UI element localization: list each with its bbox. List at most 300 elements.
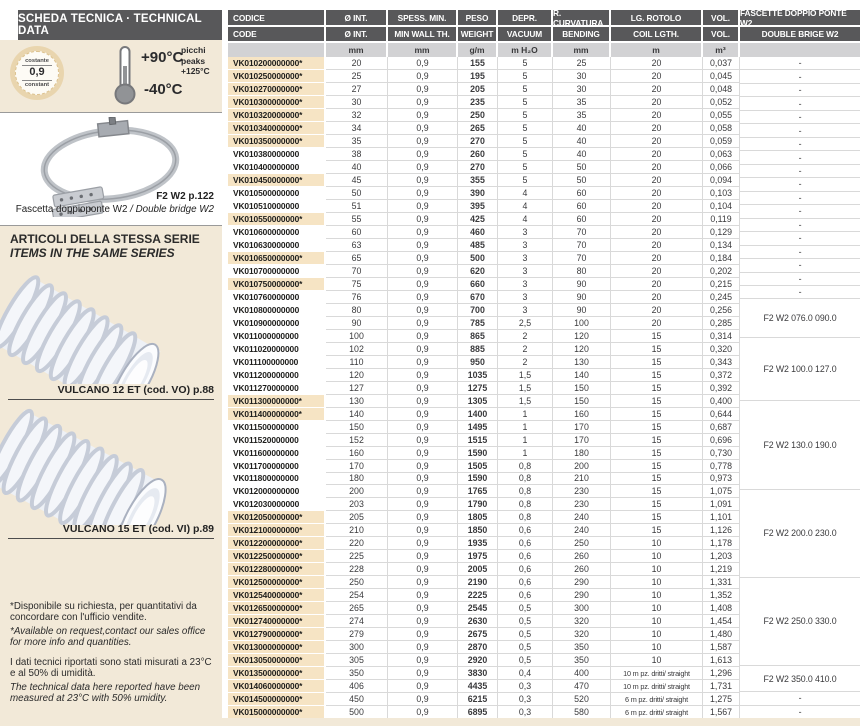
data-cell: 205 [326,511,388,524]
data-cell: 0,129 [703,226,740,239]
footnote-it: *Disponibile su richiesta, per quantitativi da concordare con l'ufficio vendite. [10,600,197,624]
data-cell: 350 [326,667,388,680]
data-cell: 3830 [458,667,498,680]
data-cell: 15 [611,330,703,343]
data-cell: 1,613 [703,654,740,667]
data-cell: 305 [326,654,388,667]
data-cell: 63 [326,239,388,252]
data-cell: 160 [326,447,388,460]
data-cell: 1935 [458,537,498,550]
data-cell: 3 [498,291,553,304]
divider [8,399,214,400]
data-cell: 1,331 [703,576,740,589]
data-cell: 355 [458,174,498,187]
fascette-cell: - [740,692,860,705]
header-cell: BENDING [553,27,611,41]
data-cell: 15 [611,369,703,382]
data-cell: 620 [458,265,498,278]
code-cell: VK011270000000 [228,382,326,395]
data-cell: 40 [326,161,388,174]
data-cell: 1505 [458,460,498,473]
data-cell: 20 [611,83,703,96]
data-cell: 0,9 [388,265,458,278]
fascette-cell: F2 W2 250.0 330.0 [740,578,860,666]
data-cell: 20 [611,239,703,252]
data-cell: 3 [498,239,553,252]
data-cell: 6 m pz. dritti/ straight [611,706,703,719]
data-cell: 1590 [458,473,498,486]
data-cell: 1,567 [703,706,740,719]
data-cell: 0,5 [498,615,553,628]
table-row [228,200,740,213]
data-cell: 1,480 [703,628,740,641]
data-cell: 150 [553,395,611,408]
data-cell: 6895 [458,706,498,719]
data-cell: 265 [326,602,388,615]
data-cell: 0,9 [388,511,458,524]
data-cell: 0,9 [388,524,458,537]
data-cell: 2 [498,356,553,369]
data-cell: 0,314 [703,330,740,343]
data-cell: 200 [326,485,388,498]
data-cell: 1,075 [703,485,740,498]
fascette-cell: - [740,286,860,299]
table-row [228,524,740,537]
data-cell: 120 [326,369,388,382]
data-cell: 0,202 [703,265,740,278]
table-row [228,109,740,122]
data-cell: 0,9 [388,96,458,109]
data-cell: 70 [326,265,388,278]
data-cell: 4 [498,200,553,213]
data-cell: 15 [611,485,703,498]
table-row [228,667,740,680]
data-cell: 0,055 [703,109,740,122]
temperature-section [0,40,222,112]
data-cell: 30 [553,83,611,96]
series-item-caption: VULCANO 12 ET (cod. VO) p.88 [57,383,214,396]
data-cell: 1,275 [703,693,740,706]
data-cell: 170 [553,434,611,447]
code-cell: VK010350000000* [228,135,326,148]
data-cell: 0,9 [388,70,458,83]
data-cell: 0,372 [703,369,740,382]
data-cell: 130 [553,356,611,369]
fascette-cell: F2 W2 130.0 190.0 [740,401,860,489]
data-cell: 15 [611,434,703,447]
data-cell: 0,215 [703,278,740,291]
table-row [228,278,740,291]
fascette-cell: - [740,219,860,232]
data-cell: 15 [611,421,703,434]
data-cell: 1,731 [703,680,740,693]
data-cell: 1 [498,421,553,434]
header-cell: Ø INT. [326,10,388,25]
table-row [228,83,740,96]
data-cell: 0,9 [388,187,458,200]
data-cell: 0,9 [388,304,458,317]
data-cell: 15 [611,343,703,356]
data-cell: 1,454 [703,615,740,628]
data-cell: 1,296 [703,667,740,680]
code-cell: VK012280000000* [228,563,326,576]
header-cell: VOL. [703,27,740,41]
code-cell: VK011700000000 [228,460,326,473]
data-cell: 1,352 [703,589,740,602]
header-cell [228,43,326,57]
data-cell: 1 [498,447,553,460]
clamp-section [0,112,222,226]
data-cell: 10 [611,589,703,602]
data-cell: 120 [553,330,611,343]
data-cell: 300 [553,602,611,615]
data-cell: 203 [326,498,388,511]
code-cell: VK013000000000* [228,641,326,654]
data-cell: 5 [498,135,553,148]
header-cell: COIL LGTH. [611,27,703,41]
data-cell: 10 [611,641,703,654]
code-cell: VK010900000000 [228,317,326,330]
table-row [228,602,740,615]
header-cell: m H₂O [498,43,553,57]
data-cell: 0,9 [388,706,458,719]
data-cell: 0,8 [498,511,553,524]
header-cell: WEIGHT [458,27,498,41]
header-cell: R. CURVATURA [553,10,611,25]
header-cell: VOL. [703,10,740,25]
data-cell: 180 [326,473,388,486]
data-cell: 0,8 [498,460,553,473]
data-cell: 0,9 [388,628,458,641]
data-cell: 240 [553,524,611,537]
data-cell: 1765 [458,485,498,498]
code-cell: VK011200000000 [228,369,326,382]
data-cell: 15 [611,408,703,421]
data-cell: 1,587 [703,641,740,654]
header-cell: DOUBLE BRIGE W2 [740,27,860,41]
header-cell: g/m [458,43,498,57]
data-cell: 1,091 [703,498,740,511]
data-cell: 20 [611,265,703,278]
data-cell: 2 [498,343,553,356]
data-cell: 0,9 [388,654,458,667]
fascette-cell: - [740,70,860,83]
series-heading [0,226,222,261]
data-cell: 0,9 [388,291,458,304]
temp-peaks-value: +125°C [181,66,210,77]
data-cell: 0,245 [703,291,740,304]
data-cell: 50 [553,161,611,174]
table-row [228,343,740,356]
data-cell: 270 [458,135,498,148]
table-row [228,473,740,486]
table-row [228,291,740,304]
hose-image-vulcano-15 [0,403,215,525]
data-cell: 0,696 [703,434,740,447]
table-row [228,304,740,317]
code-cell: VK010550000000* [228,213,326,226]
fascette-cell: - [740,151,860,164]
data-cell: 10 [611,537,703,550]
data-cell: 0,9 [388,395,458,408]
data-cell: 0,9 [388,460,458,473]
code-cell: VK012030000000 [228,498,326,511]
table-row [228,395,740,408]
data-cell: 1,5 [498,395,553,408]
data-cell: 0,9 [388,434,458,447]
fascette-cell: - [740,259,860,272]
code-cell: VK010400000000 [228,161,326,174]
data-cell: 76 [326,291,388,304]
data-cell: 660 [458,278,498,291]
clamp-caption-it: Fascetta doppioponte W2 [15,204,131,215]
data-cell: 10 m pz. dritti/ straight [611,680,703,693]
badge-value: 0,9 [22,65,51,81]
series-heading-en: ITEMS IN THE SAME SERIES [10,245,175,260]
table-row [228,447,740,460]
code-cell: VK012790000000* [228,628,326,641]
data-cell: 0,8 [498,498,553,511]
fascette-cell: - [740,232,860,245]
data-cell: 0,3 [498,706,553,719]
data-cell: 0,9 [388,498,458,511]
data-cell: 75 [326,278,388,291]
data-cell: 0,094 [703,174,740,187]
table-row [228,265,740,278]
data-cell: 32 [326,109,388,122]
data-cell: 0,9 [388,330,458,343]
data-cell: 1 [498,434,553,447]
table-row [228,356,740,369]
data-cell: 520 [553,693,611,706]
data-cell: 225 [326,550,388,563]
data-cell: 250 [553,537,611,550]
data-cell: 15 [611,511,703,524]
data-cell: 10 [611,654,703,667]
data-cell: 0,9 [388,174,458,187]
data-cell: 0,320 [703,343,740,356]
data-cell: 20 [611,252,703,265]
fascette-cell: F2 W2 350.0 410.0 [740,666,860,692]
data-cell: 2630 [458,615,498,628]
table-row [228,239,740,252]
data-cell: 785 [458,317,498,330]
data-cell: 0,9 [388,239,458,252]
header-cell: CODE [228,27,326,41]
clamp-image [15,117,198,217]
code-cell: VK011400000000* [228,408,326,421]
data-cell: 390 [458,187,498,200]
table-row [228,615,740,628]
fascette-cell: F2 W2 200.0 230.0 [740,490,860,578]
data-cell: 15 [611,524,703,537]
data-cell: 20 [611,135,703,148]
code-cell: VK012650000000* [228,602,326,615]
temp-peaks-en: peaks [181,55,206,66]
data-cell: 320 [553,628,611,641]
data-cell: 3 [498,304,553,317]
data-cell: 5 [498,57,553,70]
table-row [228,369,740,382]
data-cell: 0,6 [498,563,553,576]
table-header-row [228,43,860,57]
data-cell: 0,9 [388,576,458,589]
header-cell: mm [388,43,458,57]
data-cell: 228 [326,563,388,576]
data-cell: 485 [458,239,498,252]
data-cell: 40 [553,148,611,161]
fascette-cell: - [740,124,860,137]
table-row [228,550,740,563]
code-cell: VK010200000000* [228,57,326,70]
data-cell: 0,6 [498,550,553,563]
code-cell: VK010340000000* [228,122,326,135]
fascette-cell: F2 W2 076.0 090.0 [740,299,860,337]
header-cell: MIN WALL TH. [388,27,458,41]
data-cell: 500 [326,706,388,719]
series-item [0,403,222,535]
clamp-caption-en: / Double bridge W2 [130,204,214,215]
data-cell: 300 [326,641,388,654]
code-cell: VK010630000000 [228,239,326,252]
data-cell: 4 [498,187,553,200]
data-cell: 50 [326,187,388,200]
data-cell: 1,178 [703,537,740,550]
data-cell: 0,9 [388,200,458,213]
data-cell: 0,4 [498,667,553,680]
data-cell: 3 [498,278,553,291]
data-cell: 30 [326,96,388,109]
data-cell: 150 [553,382,611,395]
same-series-section [0,226,222,726]
data-cell: 20 [611,278,703,291]
fascette-cell: - [740,165,860,178]
table-row [228,408,740,421]
data-cell: 2,5 [498,317,553,330]
code-cell: VK015000000000* [228,706,326,719]
data-cell: 50 [553,174,611,187]
data-cell: 51 [326,200,388,213]
data-cell: 170 [553,421,611,434]
data-cell: 90 [553,304,611,317]
data-cell: 0,400 [703,395,740,408]
code-cell: VK010700000000 [228,265,326,278]
bottom-margin [0,718,860,726]
data-cell: 40 [553,135,611,148]
table-row [228,57,740,70]
data-cell: 2005 [458,563,498,576]
data-cell: 350 [553,654,611,667]
code-cell: VK014500000000* [228,693,326,706]
data-cell: 0,9 [388,485,458,498]
data-cell: 1,408 [703,602,740,615]
table-row [228,680,740,693]
header-cell: m [611,43,703,57]
code-cell: VK010250000000* [228,70,326,83]
header-cell: mm [553,43,611,57]
data-cell: 2225 [458,589,498,602]
data-cell: 270 [458,161,498,174]
data-cell: 127 [326,382,388,395]
code-cell: VK012540000000* [228,589,326,602]
data-cell: 15 [611,382,703,395]
data-cell: 320 [553,615,611,628]
footnote-en: *Available on request,contact our sales office for more info and quantities. [10,625,206,649]
data-cell: 260 [553,563,611,576]
code-cell: VK013050000000* [228,654,326,667]
code-cell: VK010760000000 [228,291,326,304]
header-cell: Ø INT. [326,27,388,41]
data-cell: 1850 [458,524,498,537]
table-row [228,485,740,498]
data-cell: 1,126 [703,524,740,537]
data-cell: 5 [498,109,553,122]
footnote-it: I dati tecnici riportati sono stati misurati a 23°C e al 50% di umidità. [10,656,212,680]
table-row [228,693,740,706]
data-cell: 230 [553,485,611,498]
data-cell: 152 [326,434,388,447]
sidebar [0,0,222,726]
data-cell: 5 [498,83,553,96]
code-cell: VK010500000000 [228,187,326,200]
data-cell: 5 [498,96,553,109]
data-cell: 0,9 [388,693,458,706]
data-cell: 950 [458,356,498,369]
table-row [228,576,740,589]
header-cell: mm [326,43,388,57]
data-cell: 90 [553,278,611,291]
data-cell: 425 [458,213,498,226]
code-cell: VK013500000000* [228,667,326,680]
data-cell: 0,184 [703,252,740,265]
table-row [228,563,740,576]
data-cell: 25 [553,57,611,70]
data-cell: 0,687 [703,421,740,434]
data-cell: 20 [326,57,388,70]
data-cell: 265 [458,122,498,135]
data-cell: 0,9 [388,278,458,291]
data-cell: 15 [611,447,703,460]
data-cell: 865 [458,330,498,343]
data-cell: 35 [553,109,611,122]
data-cell: 1035 [458,369,498,382]
table-row [228,641,740,654]
data-cell: 885 [458,343,498,356]
data-cell: 0,9 [388,122,458,135]
temp-peaks [181,45,210,77]
data-cell: 0,104 [703,200,740,213]
data-cell: 0,9 [388,369,458,382]
data-cell: 20 [611,200,703,213]
footnotes [0,539,222,705]
data-cell: 450 [326,693,388,706]
temp-max: +90°C [141,49,184,66]
data-cell: 180 [553,447,611,460]
data-cell: 55 [326,213,388,226]
data-cell: 5 [498,122,553,135]
header-cell: PESO [458,10,498,25]
fascette-cell: - [740,192,860,205]
data-cell: 0,066 [703,161,740,174]
data-cell: 20 [611,317,703,330]
data-cell: 0,9 [388,408,458,421]
data-cell: 15 [611,498,703,511]
hose-image-vulcano-12 [0,264,215,384]
data-cell: 10 [611,602,703,615]
data-cell: 100 [553,317,611,330]
data-cell: 20 [611,174,703,187]
data-cell: 6215 [458,693,498,706]
